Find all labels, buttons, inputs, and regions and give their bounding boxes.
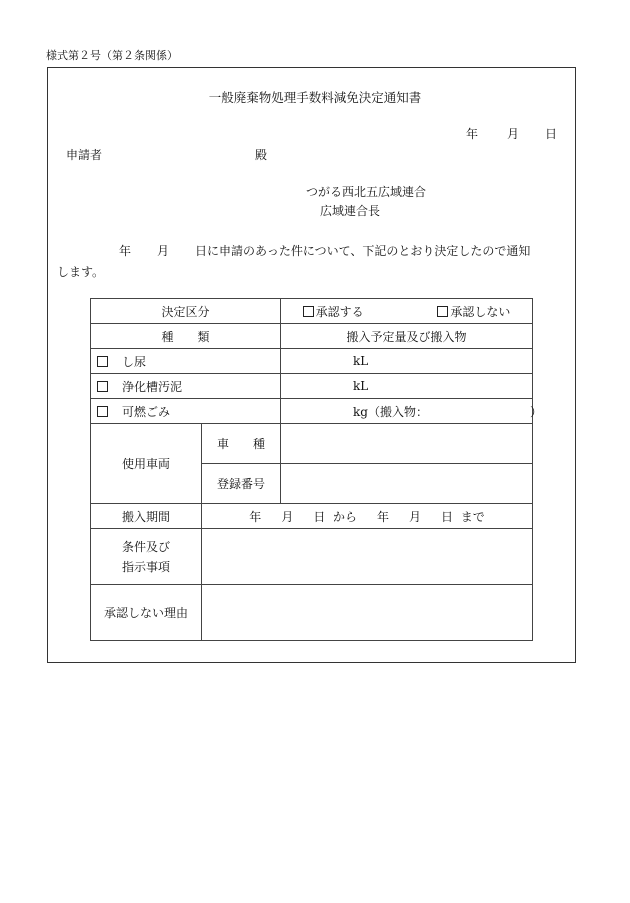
vehicle-type-label: 車 種 bbox=[202, 424, 281, 464]
registration-label: 登録番号 bbox=[202, 464, 281, 504]
item-unit: kL bbox=[281, 374, 533, 399]
reason-field[interactable] bbox=[202, 585, 533, 641]
period-until: まで bbox=[460, 509, 485, 524]
table-row bbox=[91, 374, 533, 399]
disapprove-label: 承認しない bbox=[450, 304, 511, 319]
table-row bbox=[91, 424, 533, 464]
vehicle-label: 使用車両 bbox=[91, 424, 202, 504]
approve-label: 承認する bbox=[315, 304, 364, 319]
body-line2: します。 bbox=[57, 265, 105, 279]
period-year-2: 年 bbox=[377, 509, 390, 524]
notice-body bbox=[57, 241, 577, 283]
applicant-label: 申請者 bbox=[66, 148, 103, 162]
item-unit: kL bbox=[281, 349, 533, 374]
item-night-soil bbox=[91, 349, 281, 374]
item-label: 浄化槽汚泥 bbox=[122, 379, 183, 394]
date-year-label: 年 bbox=[466, 127, 479, 141]
registration-field[interactable] bbox=[281, 464, 533, 504]
amount-header: 搬入予定量及び搬入物 bbox=[281, 324, 533, 349]
vehicle-type-field[interactable] bbox=[281, 424, 533, 464]
table-row bbox=[91, 349, 533, 374]
night-soil-checkbox[interactable] bbox=[97, 356, 108, 367]
period-label: 搬入期間 bbox=[91, 504, 202, 529]
reason-label: 承認しない理由 bbox=[91, 585, 202, 641]
conditions-label-2: 指示事項 bbox=[121, 559, 170, 574]
period-year-1: 年 bbox=[249, 509, 262, 524]
disapprove-checkbox[interactable] bbox=[437, 306, 448, 317]
conditions-label bbox=[91, 529, 202, 585]
body-day-text: 日に申請のあった件について、下記のとおり決定したので通知 bbox=[195, 244, 531, 258]
document-title: 一般廃棄物処理手数料減免決定通知書 bbox=[208, 90, 422, 105]
form-number-label: 様式第２号（第２条関係） bbox=[46, 49, 178, 62]
table-row bbox=[91, 399, 533, 424]
septic-sludge-checkbox[interactable] bbox=[97, 381, 108, 392]
table-row bbox=[91, 299, 533, 324]
decision-options bbox=[281, 299, 533, 324]
honorific-label: 殿 bbox=[255, 148, 268, 162]
table-row bbox=[91, 529, 533, 585]
body-year: 年 bbox=[119, 244, 132, 258]
date-day-label: 日 bbox=[545, 127, 558, 141]
period-from: から bbox=[332, 509, 357, 524]
period-day-2: 日 bbox=[441, 509, 454, 524]
body-month: 月 bbox=[157, 244, 170, 258]
issuer-organization: つがる西北五広域連合 bbox=[306, 185, 427, 199]
combustible-checkbox[interactable] bbox=[97, 406, 108, 417]
item-label: 可燃ごみ bbox=[122, 404, 171, 419]
table-row bbox=[91, 504, 533, 529]
type-header: 種 類 bbox=[91, 324, 281, 349]
table-row bbox=[91, 324, 533, 349]
item-label: し尿 bbox=[122, 354, 147, 369]
decision-label: 決定区分 bbox=[91, 299, 281, 324]
item-septic-sludge bbox=[91, 374, 281, 399]
date-month-label: 月 bbox=[507, 127, 520, 141]
period-month-2: 月 bbox=[409, 509, 422, 524]
period-month-1: 月 bbox=[281, 509, 294, 524]
conditions-field[interactable] bbox=[202, 529, 533, 585]
decision-table bbox=[90, 298, 542, 641]
table-row bbox=[91, 585, 533, 641]
item-combustible bbox=[91, 399, 281, 424]
approve-checkbox[interactable] bbox=[303, 306, 314, 317]
issuer-head: 広域連合長 bbox=[320, 204, 381, 218]
item-unit: kg（搬入物： ） bbox=[281, 399, 533, 424]
conditions-label-1: 条件及び bbox=[121, 539, 170, 554]
period-day-1: 日 bbox=[313, 509, 326, 524]
period-field[interactable] bbox=[202, 504, 533, 529]
